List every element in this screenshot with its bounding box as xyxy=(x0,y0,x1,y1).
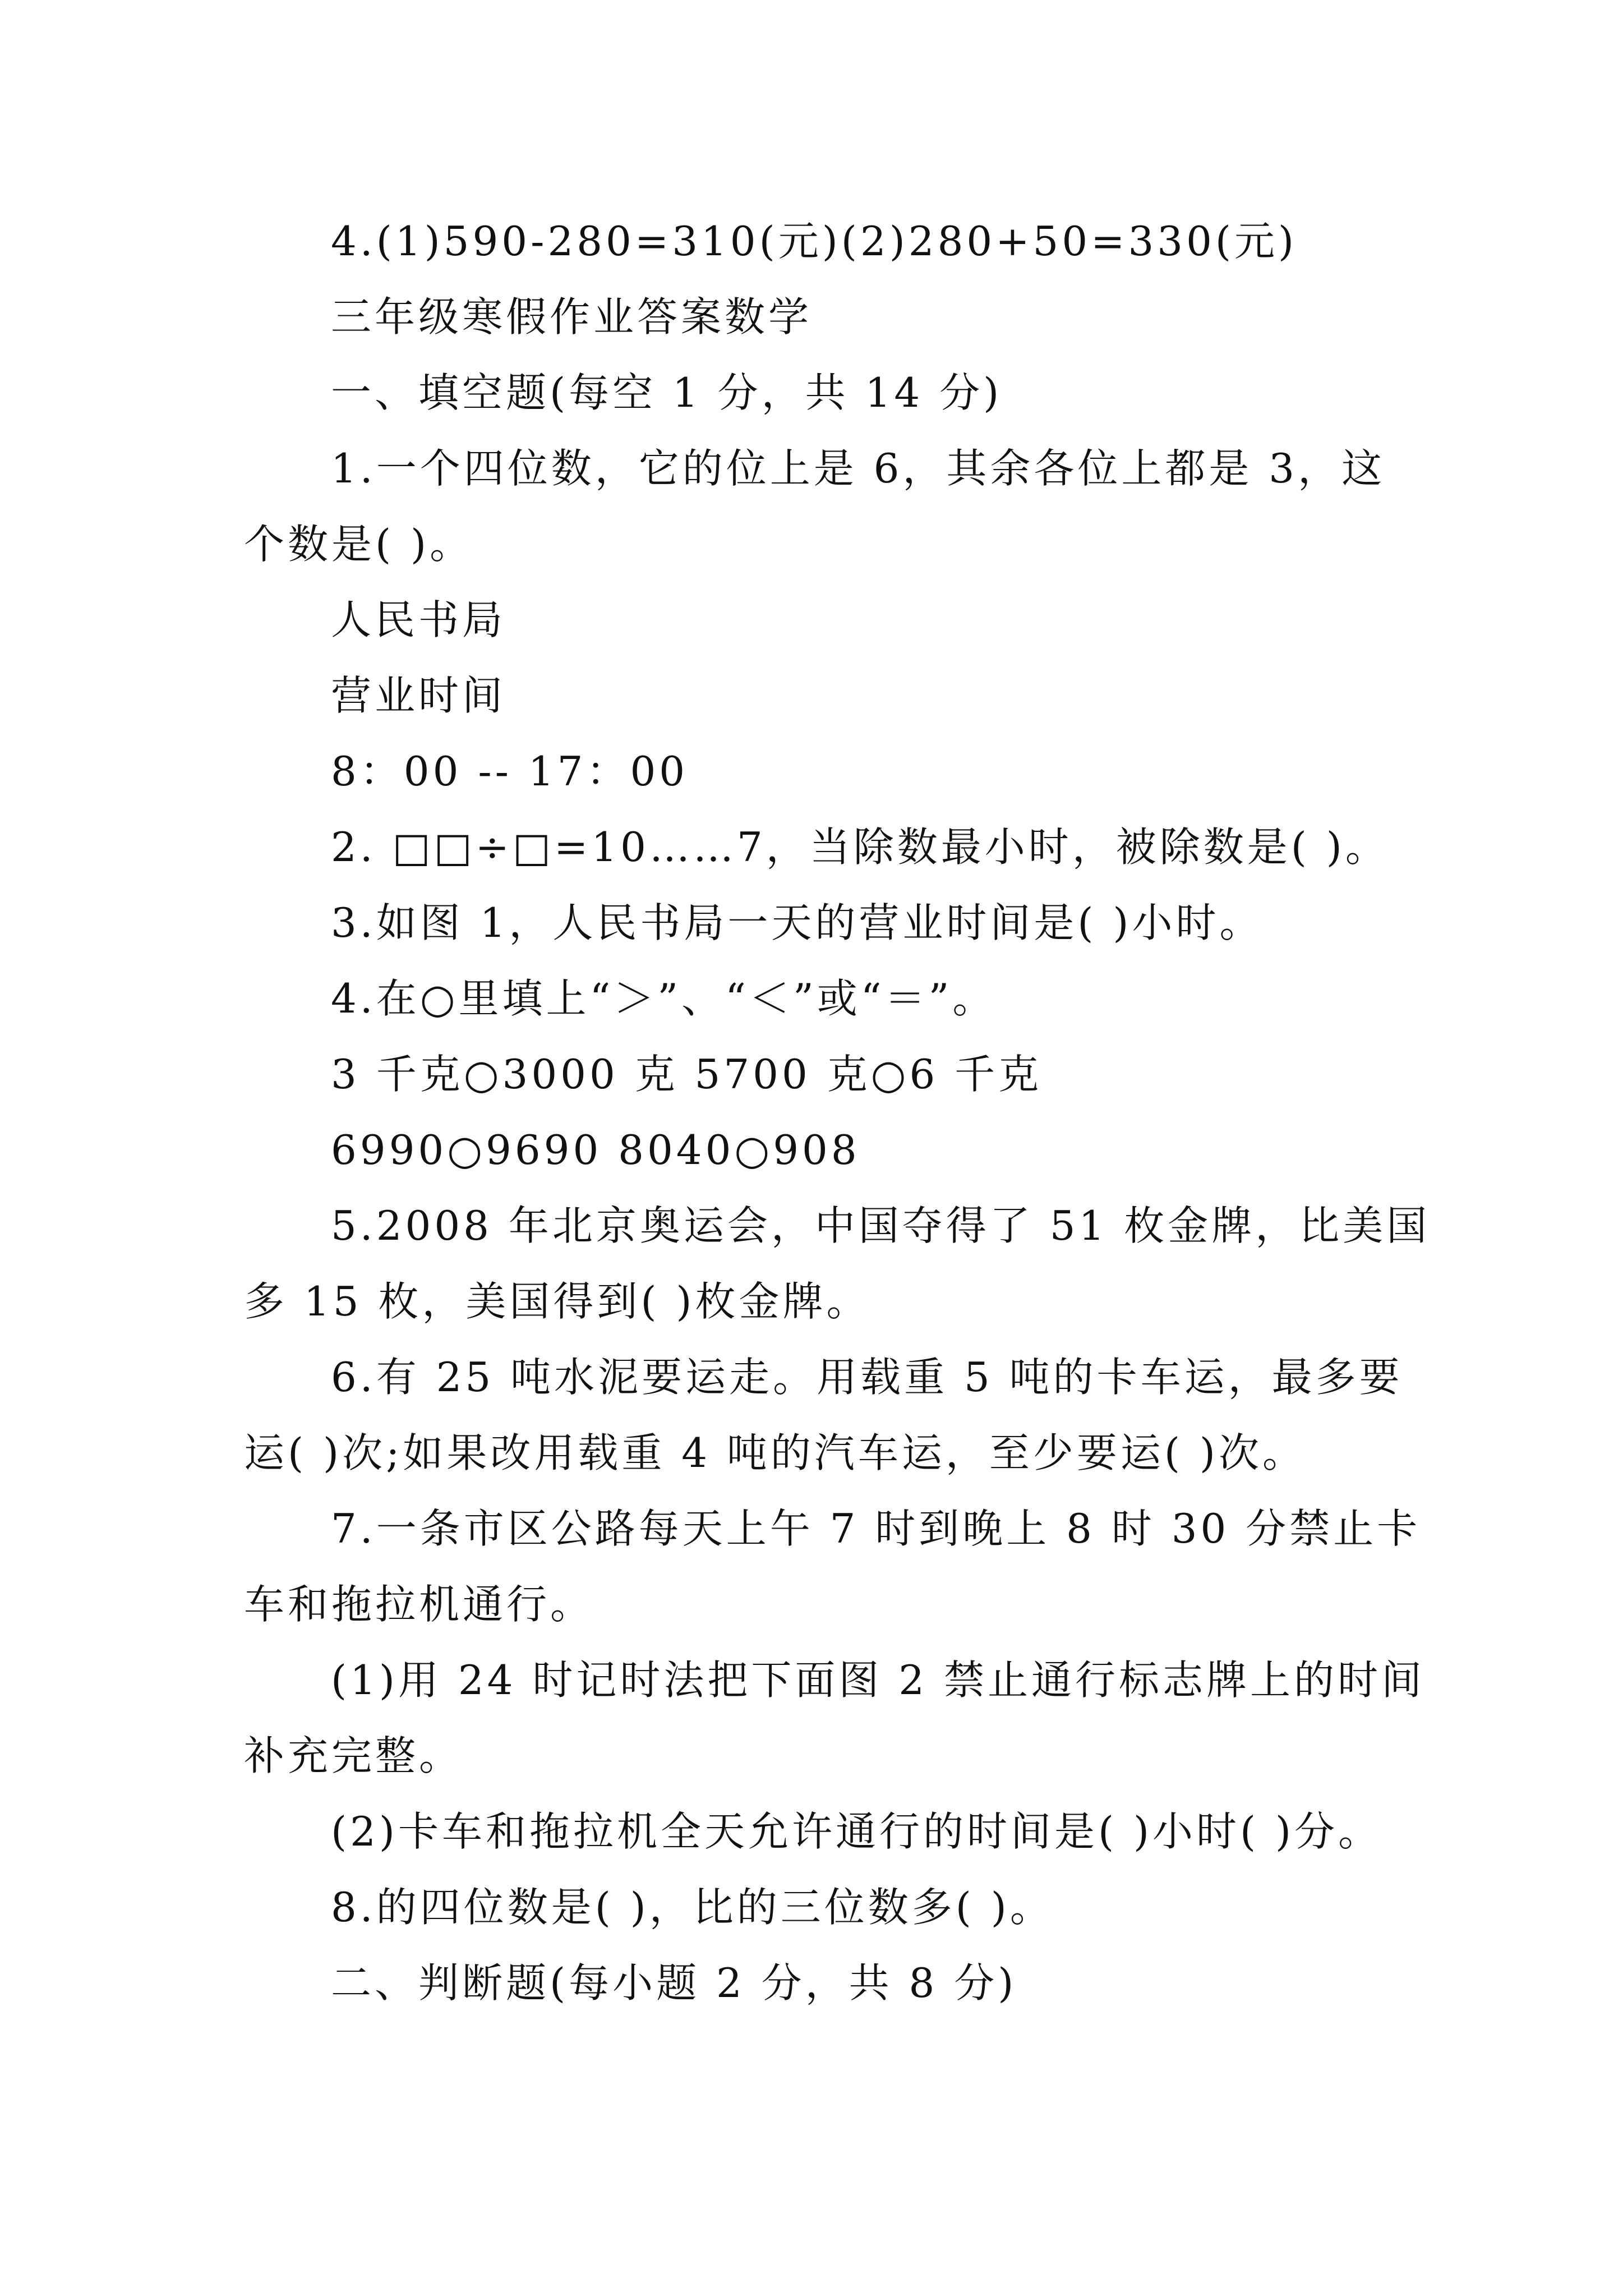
question-1-line-1: 1.一个四位数，它的位上是 6，其余各位上都是 3，这 xyxy=(331,445,1386,492)
question-7-part-1-line-2: 补充完整。 xyxy=(244,1732,463,1779)
question-7-part-2: (2)卡车和拖拉机全天允许通行的时间是( )小时( )分。 xyxy=(331,1808,1382,1855)
question-7-part-1-line-1: (1)用 24 时记时法把下面图 2 禁止通行标志牌上的时间 xyxy=(331,1657,1425,1704)
question-2: 2. □□÷□=10……7，当除数最小时，被除数是( )。 xyxy=(331,823,1389,871)
question-4: 4.在○里填上“＞”、“＜”或“＝”。 xyxy=(331,975,997,1022)
question-6-line-2: 运( )次;如果改用载重 4 吨的汽车运，至少要运( )次。 xyxy=(244,1429,1306,1476)
section-heading: 三年级寒假作业答案数学 xyxy=(331,293,813,341)
question-7-line-1: 7.一条市区公路每天上午 7 时到晚上 8 时 30 分禁止卡 xyxy=(331,1505,1421,1552)
question-4-row-2: 6990○9690 8040○908 xyxy=(331,1126,860,1174)
part-two-heading: 二、判断题(每小题 2 分，共 8 分) xyxy=(331,1959,1017,2007)
figure-1-hours: 8：00 -- 17：00 xyxy=(331,748,689,795)
part-one-heading: 一、填空题(每空 1 分，共 14 分) xyxy=(331,369,1003,416)
question-3: 3.如图 1，人民书局一天的营业时间是( )小时。 xyxy=(331,899,1264,946)
question-8: 8.的四位数是( )，比的三位数多( )。 xyxy=(331,1884,1054,1931)
question-7-line-2: 车和拖拉机通行。 xyxy=(244,1581,594,1628)
question-4-row-1: 3 千克○3000 克 5700 克○6 千克 xyxy=(331,1051,1043,1098)
question-1-line-2: 个数是( )。 xyxy=(244,521,474,568)
question-5-line-2: 多 15 枚，美国得到( )枚金牌。 xyxy=(244,1278,870,1325)
figure-1-label: 营业时间 xyxy=(331,672,506,719)
figure-1-title: 人民书局 xyxy=(331,596,506,643)
question-6-line-1: 6.有 25 吨水泥要运走。用载重 5 吨的卡车运，最多要 xyxy=(331,1354,1403,1401)
question-5-line-1: 5.2008 年北京奥运会，中国夺得了 51 枚金牌，比美国 xyxy=(331,1202,1431,1249)
answer-line-4: 4.(1)590-280=310(元)(2)280+50=330(元) xyxy=(331,218,1298,265)
